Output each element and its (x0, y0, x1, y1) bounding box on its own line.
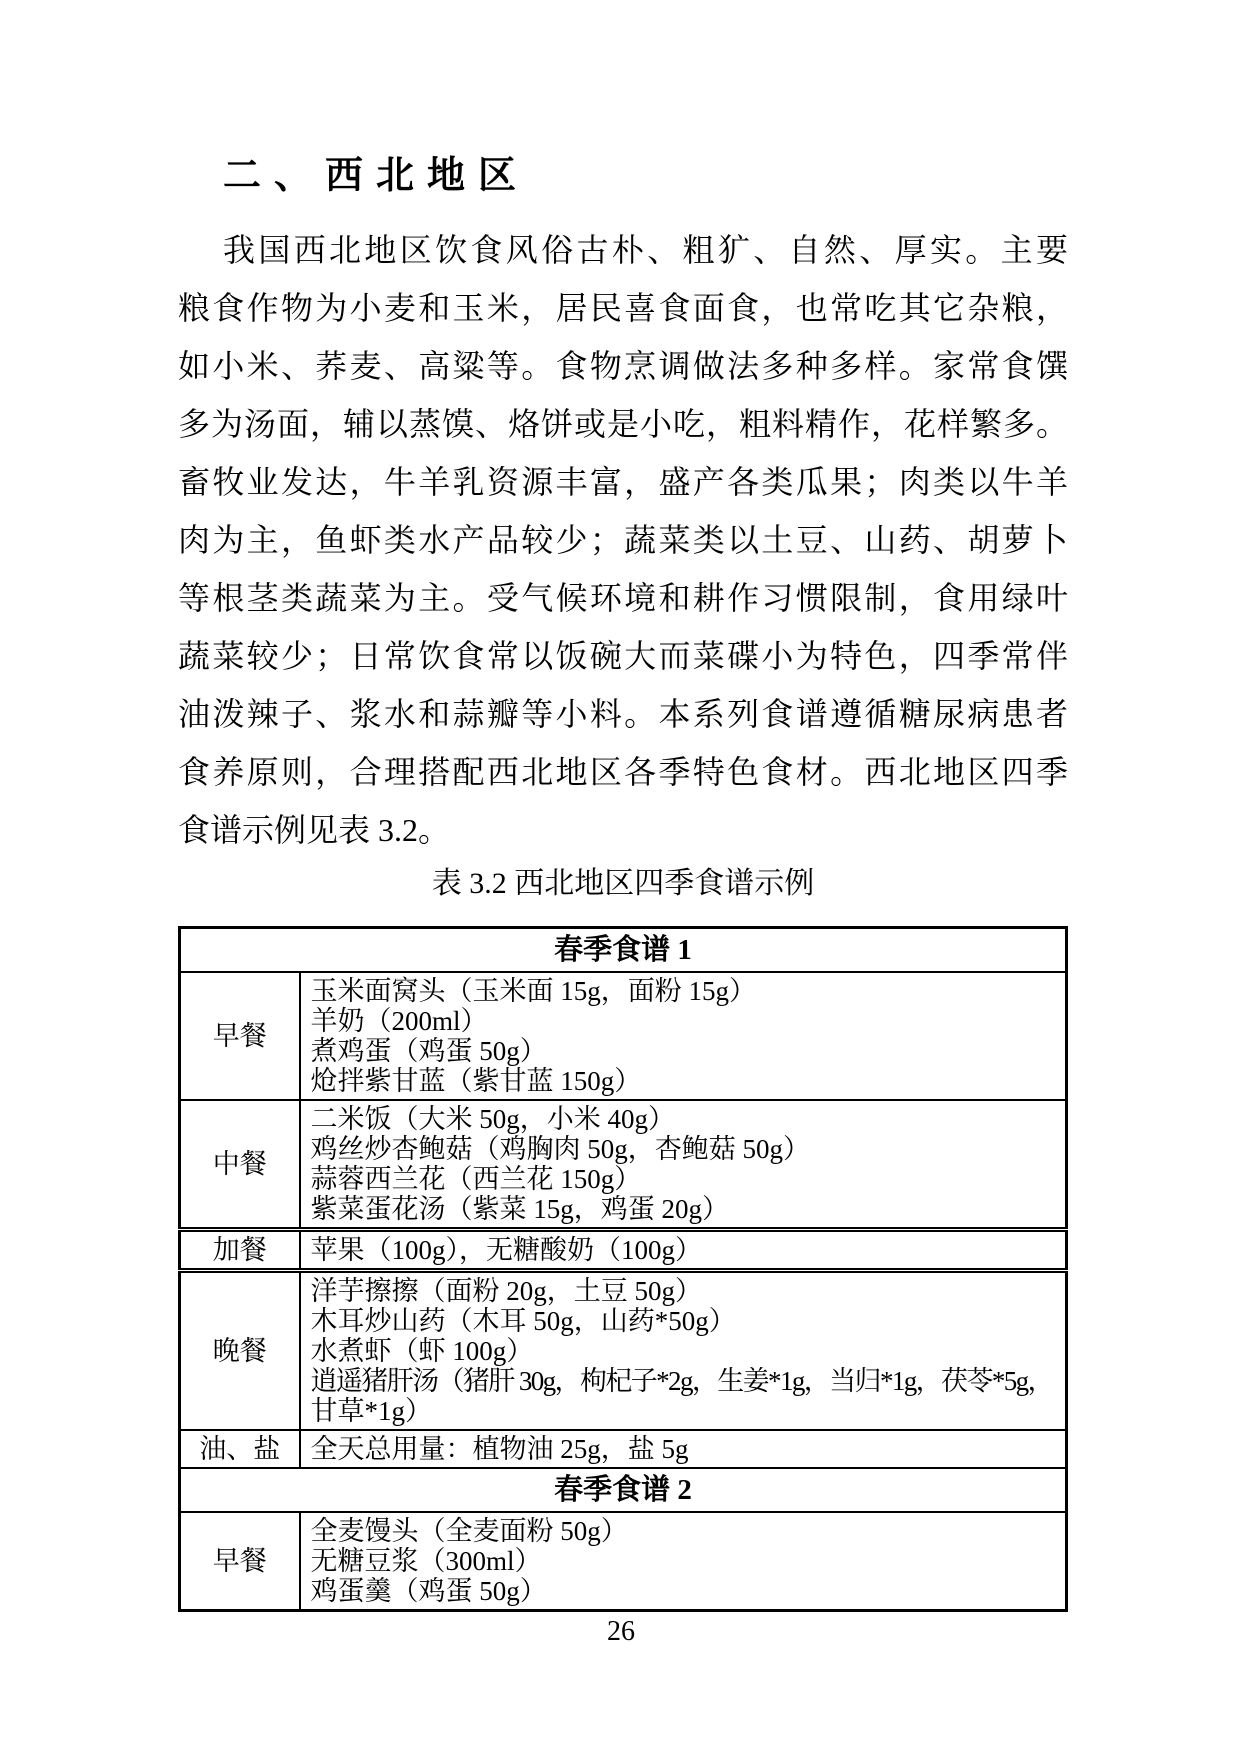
section-heading: 二、西北地区 (223, 155, 530, 197)
meal-item: 炝拌紫甘蓝（紫甘蓝 150g） (310, 1066, 642, 1096)
meal-items-cell (300, 1100, 1067, 1230)
meal-item: 鸡丝炒杏鲍菇（鸡胸肉 50g，杏鲍菇 50g） (310, 1134, 810, 1164)
meal-items-cell (300, 972, 1067, 1100)
meal-item: 无糖豆浆（300ml） (310, 1546, 542, 1576)
paragraph-line: 蔬菜较少；日常饮食常以饭碗大而菜碟小为特色，四季常伴 (178, 638, 1068, 674)
paragraph-line: 畜牧业发达，牛羊乳资源丰富，盛产各类瓜果；肉类以牛羊 (178, 464, 1068, 500)
meal-items-cell (300, 1512, 1067, 1611)
meal-items-cell (300, 1271, 1067, 1431)
body-paragraph (178, 221, 1068, 859)
meal-item: 煮鸡蛋（鸡蛋 50g） (310, 1036, 547, 1066)
paragraph-line: 我国西北地区饮食风俗古朴、粗犷、自然、厚实。主要 (223, 232, 1068, 268)
meal-item: 水煮虾（虾 100g） (310, 1336, 534, 1366)
page-number: 26 (607, 1616, 635, 1647)
meal-item: 木耳炒山药（木耳 50g，山药*50g） (310, 1306, 736, 1336)
meal-label: 中餐 (180, 1100, 300, 1230)
meal-label: 早餐 (180, 972, 300, 1100)
meal-label: 早餐 (180, 1512, 300, 1611)
meal-item: 甘草*1g） (310, 1396, 432, 1426)
table-section-header: 春季食谱 2 (180, 1468, 1067, 1512)
meal-row-snack-1 (180, 1230, 1067, 1271)
paragraph-line: 肉为主，鱼虾类水产品较少；蔬菜类以土豆、山药、胡萝卜 (178, 522, 1068, 558)
meal-item: 玉米面窝头（玉米面 15g，面粉 15g） (310, 976, 756, 1006)
meal-item: 洋芋擦擦（面粉 20g，土豆 50g） (310, 1276, 702, 1306)
meal-items-cell (300, 1430, 1067, 1468)
meal-item: 二米饭（大米 50g，小米 40g） (310, 1104, 675, 1134)
meal-label: 油、盐 (180, 1430, 300, 1468)
meal-item: 紫菜蛋花汤（紫菜 15g，鸡蛋 20g） (310, 1194, 729, 1224)
paragraph-line: 油泼辣子、浆水和蒜瓣等小料。本系列食谱遵循糖尿病患者 (178, 696, 1068, 732)
meal-item: 逍遥猪肝汤（猪肝 30g，枸杞子*2g，生姜*1g，当归*1g，茯苓*5g， (310, 1366, 1053, 1396)
meal-item: 鸡蛋羹（鸡蛋 50g） (310, 1576, 547, 1606)
meal-item: 苹果（100g），无糖酸奶（100g） (310, 1235, 702, 1265)
meal-row-dinner-1 (180, 1271, 1067, 1431)
menu-table (178, 926, 1068, 1612)
paragraph-line: 食谱示例见表 3.2。 (178, 812, 451, 848)
meal-row-oil-salt-1 (180, 1430, 1067, 1468)
meal-item: 羊奶（200ml） (310, 1006, 488, 1036)
meal-item: 全天总用量：植物油 25g，盐 5g (310, 1434, 689, 1464)
table-caption: 表 3.2 西北地区四季食谱示例 (431, 867, 815, 900)
meal-items-cell (300, 1230, 1067, 1271)
meal-item: 蒜蓉西兰花（西兰花 150g） (310, 1164, 642, 1194)
meal-item: 全麦馒头（全麦面粉 50g） (310, 1516, 628, 1546)
table-section-header-row (180, 1468, 1067, 1512)
paragraph-line: 多为汤面，辅以蒸馍、烙饼或是小吃，粗料精作，花样繁多。 (178, 406, 1068, 442)
paragraph-line: 如小米、荞麦、高粱等。食物烹调做法多种多样。家常食馔 (178, 348, 1068, 384)
paragraph-line: 等根茎类蔬菜为主。受气候环境和耕作习惯限制，食用绿叶 (178, 580, 1068, 616)
table-section-header: 春季食谱 1 (180, 928, 1067, 973)
meal-label: 晚餐 (180, 1271, 300, 1431)
meal-row-breakfast-2 (180, 1512, 1067, 1611)
meal-row-lunch-1 (180, 1100, 1067, 1230)
table-section-header-row (180, 928, 1067, 973)
meal-label: 加餐 (180, 1230, 300, 1271)
meal-row-breakfast-1 (180, 972, 1067, 1100)
paragraph-line: 食养原则，合理搭配西北地区各季特色食材。西北地区四季 (178, 754, 1068, 790)
paragraph-line: 粮食作物为小麦和玉米，居民喜食面食，也常吃其它杂粮， (178, 290, 1068, 326)
